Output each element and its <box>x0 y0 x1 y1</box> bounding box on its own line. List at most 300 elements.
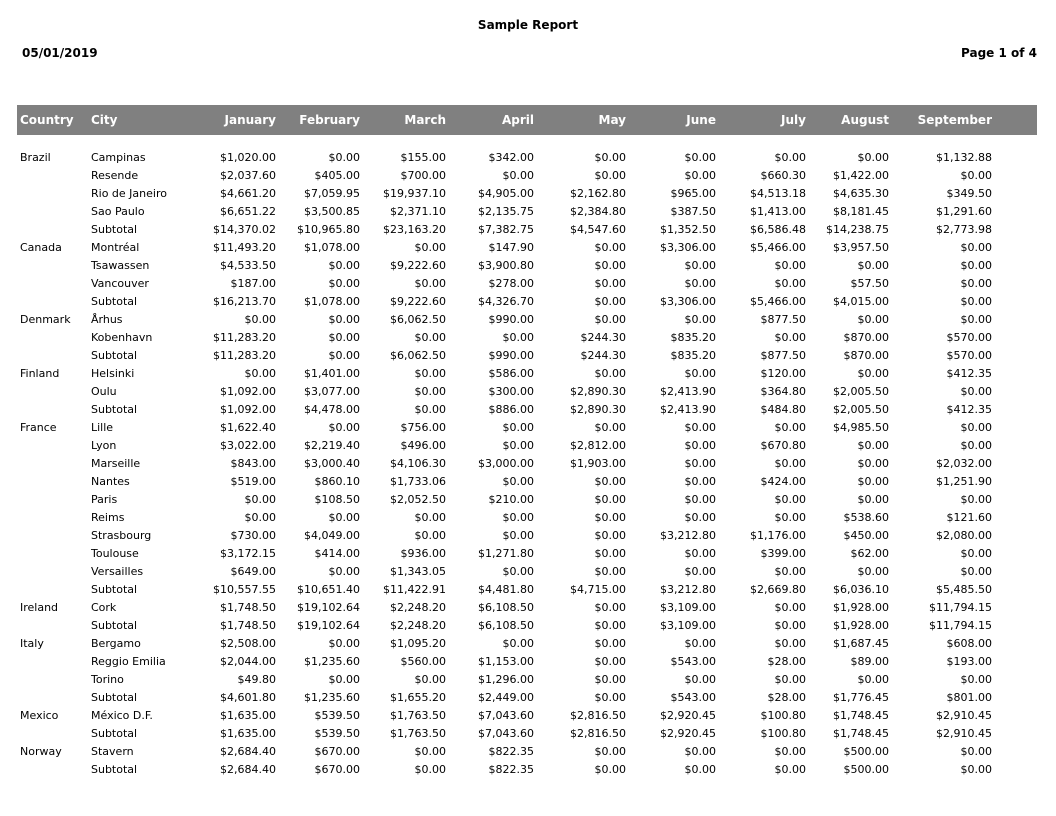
amount-cell-may: $4,715.00 <box>570 582 626 596</box>
amount-cell-february: $405.00 <box>314 168 360 182</box>
amount-cell-august: $2,005.50 <box>833 384 889 398</box>
amount-cell-july: $660.30 <box>760 168 806 182</box>
amount-cell-march: $496.00 <box>400 438 446 452</box>
amount-cell-september: $1,291.60 <box>936 204 992 218</box>
table-row <box>17 544 1037 562</box>
amount-cell-may: $2,162.80 <box>570 186 626 200</box>
amount-cell-april: $1,153.00 <box>478 654 534 668</box>
amount-cell-january: $11,493.20 <box>213 240 276 254</box>
city-cell: Cork <box>91 600 117 614</box>
amount-cell-january: $4,661.20 <box>220 186 276 200</box>
amount-cell-february: $0.00 <box>328 150 360 164</box>
amount-cell-august: $870.00 <box>843 330 889 344</box>
table-row <box>17 220 1037 238</box>
amount-cell-march: $0.00 <box>414 240 446 254</box>
city-cell: Reggio Emilia <box>91 654 166 668</box>
amount-cell-april: $300.00 <box>488 384 534 398</box>
row-padding-cell <box>993 256 1037 274</box>
amount-cell-august: $538.60 <box>843 510 889 524</box>
amount-cell-january: $1,635.00 <box>220 708 276 722</box>
country-cell <box>17 616 88 634</box>
column-header-may: May <box>535 105 627 135</box>
amount-cell-february: $0.00 <box>328 564 360 578</box>
amount-cell-july: $670.80 <box>760 438 806 452</box>
city-cell: Toulouse <box>91 546 139 560</box>
amount-cell-april: $4,481.80 <box>478 582 534 596</box>
amount-cell-september: $121.60 <box>946 510 992 524</box>
table-row <box>17 706 1037 724</box>
amount-cell-june: $3,306.00 <box>660 240 716 254</box>
row-padding-cell <box>993 670 1037 688</box>
amount-cell-january: $0.00 <box>244 492 276 506</box>
amount-cell-july: $0.00 <box>774 672 806 686</box>
row-padding-cell <box>993 310 1037 328</box>
table-row <box>17 472 1037 490</box>
amount-cell-january: $187.00 <box>230 276 276 290</box>
city-cell: Montréal <box>91 240 140 254</box>
amount-cell-february: $670.00 <box>314 744 360 758</box>
amount-cell-march: $2,052.50 <box>390 492 446 506</box>
country-cell <box>17 292 88 310</box>
country-cell <box>17 328 88 346</box>
amount-cell-january: $2,044.00 <box>220 654 276 668</box>
city-cell: Bergamo <box>91 636 141 650</box>
amount-cell-may: $0.00 <box>594 564 626 578</box>
amount-cell-march: $756.00 <box>400 420 446 434</box>
amount-cell-may: $0.00 <box>594 420 626 434</box>
amount-cell-may: $2,890.30 <box>570 384 626 398</box>
country-cell: Denmark <box>20 312 71 326</box>
country-cell <box>17 544 88 562</box>
amount-cell-april: $7,043.60 <box>478 708 534 722</box>
amount-cell-may: $0.00 <box>594 168 626 182</box>
amount-cell-august: $4,985.50 <box>833 420 889 434</box>
amount-cell-april: $0.00 <box>502 564 534 578</box>
table-row <box>17 274 1037 292</box>
amount-cell-march: $0.00 <box>414 384 446 398</box>
amount-cell-february: $0.00 <box>328 330 360 344</box>
table-row <box>17 598 1037 616</box>
amount-cell-may: $244.30 <box>580 330 626 344</box>
row-padding-cell <box>993 598 1037 616</box>
amount-cell-september: $0.00 <box>960 168 992 182</box>
amount-cell-january: $14,370.02 <box>213 222 276 236</box>
amount-cell-january: $730.00 <box>230 528 276 542</box>
amount-cell-september: $0.00 <box>960 438 992 452</box>
amount-cell-june: $0.00 <box>684 168 716 182</box>
amount-cell-may: $0.00 <box>594 294 626 308</box>
amount-cell-april: $3,900.80 <box>478 258 534 272</box>
subtotal-label-cell: Subtotal <box>91 222 138 236</box>
amount-cell-may: $0.00 <box>594 312 626 326</box>
amount-cell-april: $990.00 <box>488 348 534 362</box>
amount-cell-april: $822.35 <box>488 762 534 776</box>
table-row <box>17 184 1037 202</box>
amount-cell-january: $519.00 <box>230 474 276 488</box>
amount-cell-june: $3,306.00 <box>660 294 716 308</box>
amount-cell-february: $0.00 <box>328 636 360 650</box>
amount-cell-june: $0.00 <box>684 510 716 524</box>
amount-cell-september: $0.00 <box>960 672 992 686</box>
table-row <box>17 148 1037 166</box>
amount-cell-january: $0.00 <box>244 510 276 524</box>
amount-cell-july: $2,669.80 <box>750 582 806 596</box>
row-padding-cell <box>993 688 1037 706</box>
amount-cell-march: $11,422.91 <box>383 582 446 596</box>
amount-cell-september: $0.00 <box>960 312 992 326</box>
city-cell: Reims <box>91 510 125 524</box>
amount-cell-august: $1,776.45 <box>833 690 889 704</box>
amount-cell-may: $1,903.00 <box>570 456 626 470</box>
table-row <box>17 418 1037 436</box>
table-row <box>17 256 1037 274</box>
subtotal-label-cell: Subtotal <box>91 582 138 596</box>
country-cell: Canada <box>20 240 62 254</box>
amount-cell-february: $7,059.95 <box>304 186 360 200</box>
row-padding-cell <box>993 274 1037 292</box>
amount-cell-september: $0.00 <box>960 258 992 272</box>
amount-cell-april: $0.00 <box>502 330 534 344</box>
amount-cell-august: $0.00 <box>857 438 889 452</box>
amount-cell-july: $364.80 <box>760 384 806 398</box>
report-table <box>17 105 1037 778</box>
country-cell: Mexico <box>20 708 59 722</box>
amount-cell-january: $0.00 <box>244 312 276 326</box>
amount-cell-january: $1,622.40 <box>220 420 276 434</box>
row-padding-cell <box>993 508 1037 526</box>
amount-cell-january: $11,283.20 <box>213 330 276 344</box>
amount-cell-april: $586.00 <box>488 366 534 380</box>
amount-cell-march: $6,062.50 <box>390 348 446 362</box>
row-padding-cell <box>993 418 1037 436</box>
amount-cell-june: $2,413.90 <box>660 402 716 416</box>
city-cell: Lille <box>91 420 114 434</box>
amount-cell-september: $0.00 <box>960 384 992 398</box>
amount-cell-april: $6,108.50 <box>478 600 534 614</box>
amount-cell-april: $0.00 <box>502 528 534 542</box>
amount-cell-february: $860.10 <box>314 474 360 488</box>
amount-cell-september: $0.00 <box>960 744 992 758</box>
amount-cell-may: $0.00 <box>594 618 626 632</box>
subtotal-label-cell: Subtotal <box>91 402 138 416</box>
city-cell: Helsinki <box>91 366 135 380</box>
amount-cell-february: $0.00 <box>328 510 360 524</box>
table-row <box>17 310 1037 328</box>
amount-cell-april: $0.00 <box>502 438 534 452</box>
amount-cell-september: $0.00 <box>960 564 992 578</box>
amount-cell-january: $16,213.70 <box>213 294 276 308</box>
table-row <box>17 436 1037 454</box>
amount-cell-july: $28.00 <box>767 690 806 704</box>
amount-cell-june: $387.50 <box>670 204 716 218</box>
row-padding-cell <box>993 328 1037 346</box>
table-row <box>17 382 1037 400</box>
amount-cell-march: $6,062.50 <box>390 312 446 326</box>
row-padding-cell <box>993 166 1037 184</box>
table-row <box>17 760 1037 778</box>
amount-cell-may: $0.00 <box>594 600 626 614</box>
subtotal-label-cell: Subtotal <box>91 294 138 308</box>
amount-cell-july: $1,176.00 <box>750 528 806 542</box>
country-cell: France <box>20 420 57 434</box>
amount-cell-january: $3,022.00 <box>220 438 276 452</box>
amount-cell-july: $399.00 <box>760 546 806 560</box>
table-row <box>17 580 1037 598</box>
amount-cell-june: $3,109.00 <box>660 600 716 614</box>
amount-cell-march: $2,371.10 <box>390 204 446 218</box>
country-cell <box>17 508 88 526</box>
row-padding-cell <box>993 490 1037 508</box>
amount-cell-february: $3,000.40 <box>304 456 360 470</box>
amount-cell-may: $0.00 <box>594 672 626 686</box>
row-padding-cell <box>993 760 1037 778</box>
amount-cell-september: $0.00 <box>960 492 992 506</box>
amount-cell-march: $1,343.05 <box>390 564 446 578</box>
amount-cell-march: $0.00 <box>414 744 446 758</box>
row-padding-cell <box>993 562 1037 580</box>
column-header-february: February <box>277 105 361 135</box>
amount-cell-march: $0.00 <box>414 510 446 524</box>
amount-cell-august: $57.50 <box>850 276 889 290</box>
amount-cell-may: $0.00 <box>594 762 626 776</box>
table-header <box>17 105 1037 135</box>
amount-cell-march: $0.00 <box>414 276 446 290</box>
amount-cell-june: $0.00 <box>684 420 716 434</box>
amount-cell-august: $1,422.00 <box>833 168 889 182</box>
table-row <box>17 166 1037 184</box>
amount-cell-august: $6,036.10 <box>833 582 889 596</box>
table-row <box>17 364 1037 382</box>
amount-cell-june: $965.00 <box>670 186 716 200</box>
amount-cell-august: $0.00 <box>857 474 889 488</box>
amount-cell-april: $0.00 <box>502 510 534 524</box>
amount-cell-august: $870.00 <box>843 348 889 362</box>
amount-cell-august: $1,928.00 <box>833 618 889 632</box>
amount-cell-july: $5,466.00 <box>750 240 806 254</box>
amount-cell-march: $936.00 <box>400 546 446 560</box>
amount-cell-september: $412.35 <box>946 366 992 380</box>
amount-cell-february: $10,965.80 <box>297 222 360 236</box>
amount-cell-april: $147.90 <box>488 240 534 254</box>
amount-cell-july: $0.00 <box>774 510 806 524</box>
amount-cell-april: $7,043.60 <box>478 726 534 740</box>
country-cell <box>17 184 88 202</box>
country-cell: Finland <box>20 366 60 380</box>
amount-cell-may: $0.00 <box>594 510 626 524</box>
amount-cell-august: $0.00 <box>857 672 889 686</box>
column-header-june: June <box>627 105 717 135</box>
amount-cell-april: $0.00 <box>502 168 534 182</box>
amount-cell-march: $9,222.60 <box>390 258 446 272</box>
amount-cell-june: $0.00 <box>684 438 716 452</box>
amount-cell-may: $0.00 <box>594 150 626 164</box>
amount-cell-january: $1,748.50 <box>220 618 276 632</box>
amount-cell-march: $1,095.20 <box>390 636 446 650</box>
amount-cell-july: $100.80 <box>760 726 806 740</box>
amount-cell-august: $1,748.45 <box>833 708 889 722</box>
column-header-march: March <box>361 105 447 135</box>
amount-cell-february: $2,219.40 <box>304 438 360 452</box>
amount-cell-february: $0.00 <box>328 348 360 362</box>
country-cell <box>17 526 88 544</box>
amount-cell-april: $3,000.00 <box>478 456 534 470</box>
amount-cell-january: $1,020.00 <box>220 150 276 164</box>
amount-cell-september: $0.00 <box>960 762 992 776</box>
amount-cell-june: $0.00 <box>684 492 716 506</box>
amount-cell-june: $2,920.45 <box>660 726 716 740</box>
amount-cell-july: $0.00 <box>774 420 806 434</box>
subtotal-label-cell: Subtotal <box>91 726 138 740</box>
amount-cell-march: $155.00 <box>400 150 446 164</box>
amount-cell-may: $0.00 <box>594 258 626 272</box>
amount-cell-june: $0.00 <box>684 150 716 164</box>
table-row <box>17 742 1037 760</box>
amount-cell-september: $2,773.98 <box>936 222 992 236</box>
amount-cell-april: $822.35 <box>488 744 534 758</box>
amount-cell-june: $0.00 <box>684 474 716 488</box>
country-cell <box>17 274 88 292</box>
amount-cell-july: $0.00 <box>774 276 806 290</box>
amount-cell-june: $2,920.45 <box>660 708 716 722</box>
country-cell: Norway <box>20 744 62 758</box>
row-padding-cell <box>993 616 1037 634</box>
amount-cell-september: $0.00 <box>960 546 992 560</box>
table-row <box>17 238 1037 256</box>
amount-cell-june: $1,352.50 <box>660 222 716 236</box>
amount-cell-march: $2,248.20 <box>390 600 446 614</box>
amount-cell-june: $0.00 <box>684 258 716 272</box>
row-padding-cell <box>993 292 1037 310</box>
row-padding-cell <box>993 202 1037 220</box>
country-cell <box>17 562 88 580</box>
amount-cell-january: $49.80 <box>237 672 276 686</box>
amount-cell-july: $0.00 <box>774 150 806 164</box>
amount-cell-june: $0.00 <box>684 672 716 686</box>
amount-cell-august: $0.00 <box>857 312 889 326</box>
amount-cell-september: $2,080.00 <box>936 528 992 542</box>
country-cell <box>17 490 88 508</box>
amount-cell-may: $2,816.50 <box>570 708 626 722</box>
city-cell: Strasbourg <box>91 528 152 542</box>
amount-cell-august: $2,005.50 <box>833 402 889 416</box>
amount-cell-april: $4,326.70 <box>478 294 534 308</box>
row-padding-cell <box>993 634 1037 652</box>
row-padding-cell <box>993 184 1037 202</box>
amount-cell-february: $1,401.00 <box>304 366 360 380</box>
amount-cell-august: $1,928.00 <box>833 600 889 614</box>
country-cell <box>17 382 88 400</box>
amount-cell-june: $835.20 <box>670 348 716 362</box>
row-padding-cell <box>993 580 1037 598</box>
amount-cell-april: $4,905.00 <box>478 186 534 200</box>
amount-cell-february: $4,049.00 <box>304 528 360 542</box>
city-cell: México D.F. <box>91 708 153 722</box>
amount-cell-september: $801.00 <box>946 690 992 704</box>
row-padding-cell <box>993 544 1037 562</box>
amount-cell-january: $4,533.50 <box>220 258 276 272</box>
amount-cell-june: $0.00 <box>684 456 716 470</box>
amount-cell-february: $0.00 <box>328 276 360 290</box>
amount-cell-january: $1,635.00 <box>220 726 276 740</box>
amount-cell-february: $10,651.40 <box>297 582 360 596</box>
amount-cell-july: $0.00 <box>774 330 806 344</box>
amount-cell-august: $0.00 <box>857 564 889 578</box>
amount-cell-february: $0.00 <box>328 312 360 326</box>
table-row <box>17 400 1037 418</box>
amount-cell-august: $0.00 <box>857 258 889 272</box>
amount-cell-january: $10,557.55 <box>213 582 276 596</box>
amount-cell-july: $0.00 <box>774 762 806 776</box>
amount-cell-september: $11,794.15 <box>929 618 992 632</box>
country-cell: Brazil <box>20 150 51 164</box>
city-cell: Marseille <box>91 456 141 470</box>
city-cell: Sao Paulo <box>91 204 145 218</box>
city-cell: Nantes <box>91 474 130 488</box>
amount-cell-april: $2,449.00 <box>478 690 534 704</box>
table-row <box>17 526 1037 544</box>
amount-cell-march: $9,222.60 <box>390 294 446 308</box>
amount-cell-february: $3,500.85 <box>304 204 360 218</box>
amount-cell-july: $0.00 <box>774 744 806 758</box>
amount-cell-july: $1,413.00 <box>750 204 806 218</box>
amount-cell-february: $1,078.00 <box>304 240 360 254</box>
table-row <box>17 328 1037 346</box>
amount-cell-may: $4,547.60 <box>570 222 626 236</box>
amount-cell-august: $1,748.45 <box>833 726 889 740</box>
amount-cell-july: $28.00 <box>767 654 806 668</box>
city-cell: Resende <box>91 168 139 182</box>
amount-cell-july: $0.00 <box>774 258 806 272</box>
country-cell: Italy <box>20 636 44 650</box>
amount-cell-june: $0.00 <box>684 276 716 290</box>
amount-cell-july: $120.00 <box>760 366 806 380</box>
table-row <box>17 634 1037 652</box>
city-cell: Oulu <box>91 384 117 398</box>
amount-cell-january: $11,283.20 <box>213 348 276 362</box>
row-padding-cell <box>993 724 1037 742</box>
amount-cell-march: $23,163.20 <box>383 222 446 236</box>
amount-cell-may: $0.00 <box>594 528 626 542</box>
amount-cell-july: $0.00 <box>774 492 806 506</box>
amount-cell-january: $2,508.00 <box>220 636 276 650</box>
amount-cell-september: $349.50 <box>946 186 992 200</box>
row-padding-cell <box>993 364 1037 382</box>
city-cell: Campinas <box>91 150 146 164</box>
country-cell <box>17 580 88 598</box>
country-cell <box>17 220 88 238</box>
amount-cell-june: $0.00 <box>684 636 716 650</box>
amount-cell-september: $608.00 <box>946 636 992 650</box>
amount-cell-march: $1,733.06 <box>390 474 446 488</box>
amount-cell-may: $0.00 <box>594 276 626 290</box>
amount-cell-august: $8,181.45 <box>833 204 889 218</box>
amount-cell-august: $14,238.75 <box>826 222 889 236</box>
amount-cell-september: $412.35 <box>946 402 992 416</box>
table-row <box>17 616 1037 634</box>
amount-cell-august: $62.00 <box>850 546 889 560</box>
city-cell: Rio de Janeiro <box>91 186 167 200</box>
amount-cell-august: $0.00 <box>857 150 889 164</box>
amount-cell-february: $1,078.00 <box>304 294 360 308</box>
amount-cell-february: $414.00 <box>314 546 360 560</box>
amount-cell-february: $539.50 <box>314 708 360 722</box>
amount-cell-june: $543.00 <box>670 690 716 704</box>
amount-cell-april: $278.00 <box>488 276 534 290</box>
row-padding-cell <box>993 346 1037 364</box>
country-cell <box>17 166 88 184</box>
amount-cell-march: $0.00 <box>414 402 446 416</box>
amount-cell-july: $0.00 <box>774 636 806 650</box>
